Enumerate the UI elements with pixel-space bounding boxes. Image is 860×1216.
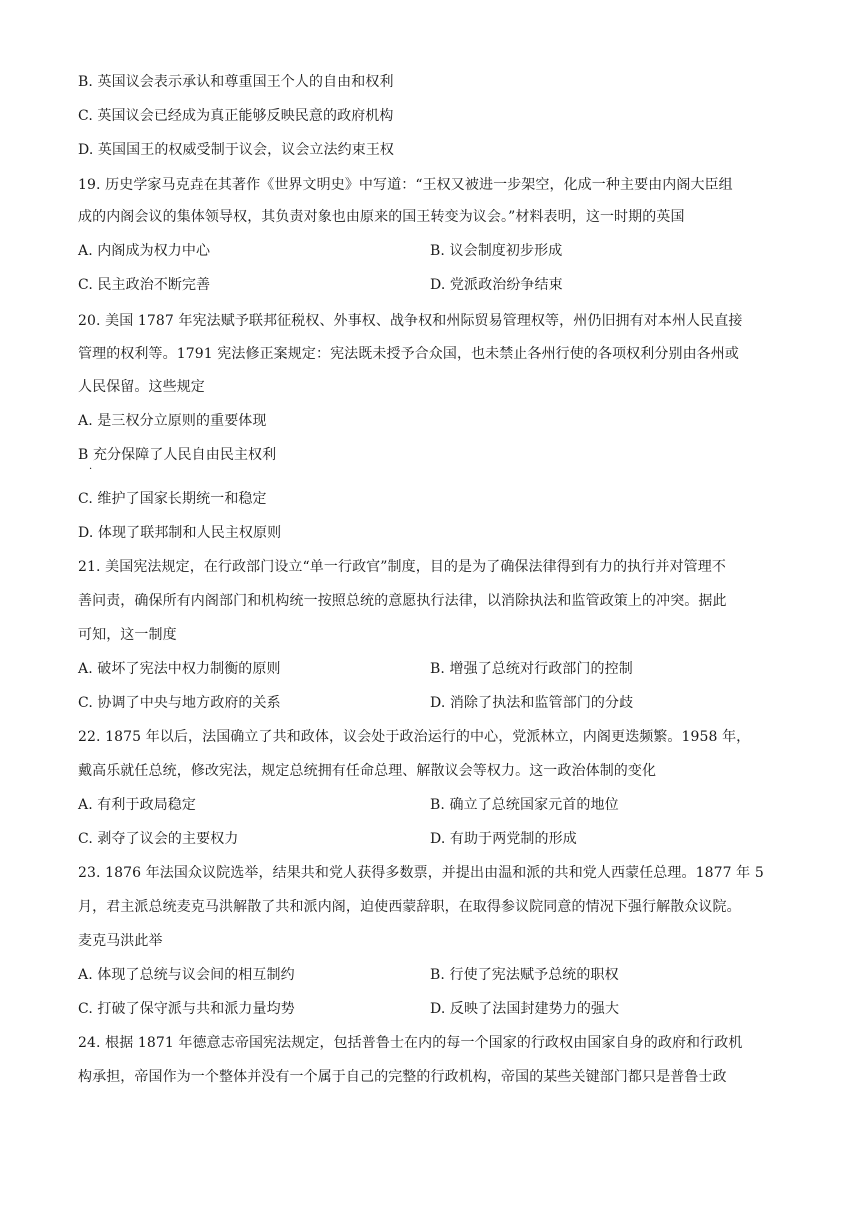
q20-stem-line2: 管理的权利等。1791 宪法修正案规定：宪法既未授予合众国，也未禁止各州行使的各项权利分别由各州或 (78, 346, 739, 362)
q21-option-b: B. 增强了总统对行政部门的控制 (430, 661, 633, 677)
q20-option-c: C. 维护了国家长期统一和稳定 (78, 491, 267, 507)
q23-option-b: B. 行使了宪法赋予总统的职权 (430, 967, 619, 983)
q22-stem-line2: 戴高乐就任总统，修改宪法，规定总统拥有任命总理、解散议会等权力。这一政治体制的变化 (78, 763, 657, 779)
q19-option-c: C. 民主政治不断完善 (78, 277, 211, 293)
q22-option-a: A. 有利于政局稳定 (78, 797, 197, 813)
q24-stem-line2: 构承担，帝国作为一个整体并没有一个属于自己的完整的行政机构，帝国的某些关键部门都只是普鲁士政 (78, 1069, 727, 1085)
q21-option-c: C. 协调了中央与地方政府的关系 (78, 695, 281, 711)
q18-option-b: B. 英国议会表示承认和尊重国王个人的自由和权利 (78, 74, 394, 90)
q20-option-d: D. 体现了联邦制和人民主权原则 (78, 525, 282, 541)
q22-option-d: D. 有助于两党制的形成 (430, 831, 577, 847)
q23-stem-line2: 月，君主派总统麦克马洪解散了共和派内阁，迫使西蒙辞职，在取得参议院同意的情况下强行解散众议院。 (78, 899, 741, 915)
q21-stem-line3: 可知，这一制度 (78, 627, 177, 643)
q18-option-d: D. 英国国王的权威受制于议会，议会立法约束王权 (78, 142, 395, 158)
q20-stem-line3: 人民保留。这些规定 (78, 379, 205, 395)
q19-option-a: A. 内阁成为权力中心 (78, 243, 211, 259)
q23-option-d: D. 反映了法国封建势力的强大 (430, 1001, 620, 1017)
q21-stem-line1: 21. 美国宪法规定，在行政部门设立“单一行政官”制度，目的是为了确保法律得到有力的执行并对管理不 (78, 559, 726, 575)
q18-option-c: C. 英国议会已经成为真正能够反映民意的政府机构 (78, 108, 394, 124)
q19-option-d: D. 党派政治纷争结束 (430, 277, 563, 293)
q20-option-a: A. 是三权分立原则的重要体现 (78, 413, 267, 429)
q19-stem-line2: 成的内阁会议的集体领导权，其负责对象也由原来的国王转变为议会。”材料表明，这一时期的英国 (78, 209, 685, 225)
q21-option-a: A. 破坏了宪法中权力制衡的原则 (78, 661, 281, 677)
stray-dot-mark: · (89, 464, 93, 475)
q23-stem-line1: 23. 1876 年法国众议院选举，结果共和党人获得多数票，并提出由温和派的共和党人西蒙任总理。1877 年 5 (78, 865, 764, 881)
q20-stem-line1: 20. 美国 1787 年宪法赋予联邦征税权、外事权、战争权和州际贸易管理权等，州仍旧拥有对本州人民直接 (78, 313, 743, 329)
q19-stem-line1: 19. 历史学家马克垚在其著作《世界文明史》中写道：“王权又被进一步架空，化成一种主要由内阁大臣组 (78, 177, 733, 193)
q24-stem-line1: 24. 根据 1871 年德意志帝国宪法规定，包括普鲁士在内的每一个国家的行政权由国家自身的政府和行政机 (78, 1035, 743, 1051)
q23-stem-line3: 麦克马洪此举 (78, 933, 163, 949)
q21-option-d: D. 消除了执法和监管部门的分歧 (430, 695, 634, 711)
q21-stem-line2: 善问责，确保所有内阁部门和机构统一按照总统的意愿执行法律，以消除执法和监管政策上的冲突。据此 (78, 593, 727, 609)
q22-option-c: C. 剥夺了议会的主要权力 (78, 831, 239, 847)
q19-option-b: B. 议会制度初步形成 (430, 243, 563, 259)
q23-option-a: A. 体现了总统与议会间的相互制约 (78, 967, 295, 983)
q20-option-b: B 充分保障了人民自由民主权利 (78, 447, 277, 463)
q23-option-c: C. 打破了保守派与共和派力量均势 (78, 1001, 295, 1017)
q22-stem-line1: 22. 1875 年以后，法国确立了共和政体，议会处于政治运行的中心，党派林立，内阁更迭频繁。1958 年， (78, 729, 751, 745)
q22-option-b: B. 确立了总统国家元首的地位 (430, 797, 619, 813)
